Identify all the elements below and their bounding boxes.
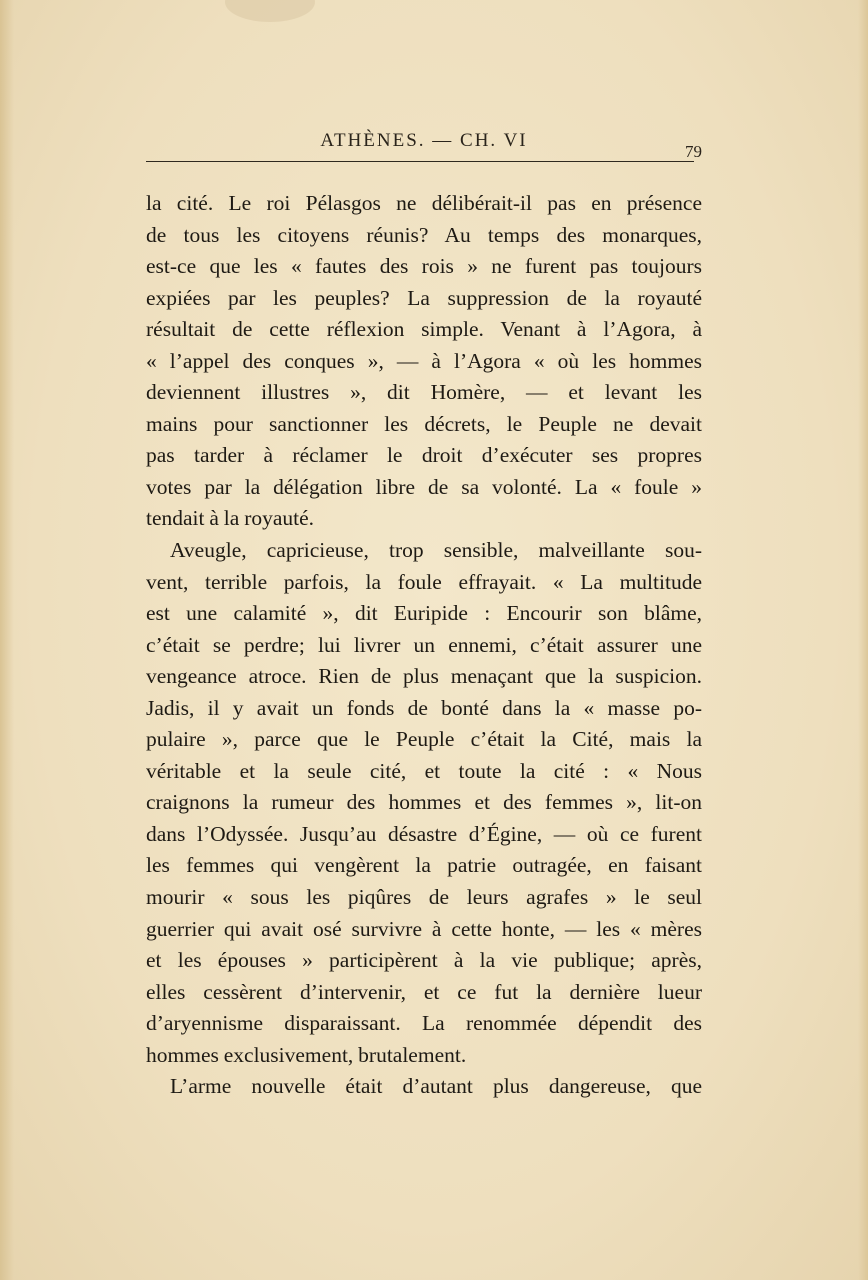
text-line: est-ce que les « fautes des rois » ne furent pas toujours (146, 254, 702, 279)
text-line: L’arme nouvelle était d’autant plus dangereuse, que (170, 1074, 702, 1099)
text-line: véritable et la seule cité, et toute la cité : « Nous (146, 758, 702, 783)
text-line: d’aryennisme disparaissant. La renommée dépendit des (146, 1011, 702, 1036)
paragraph (146, 188, 702, 535)
text-line: guerrier qui avait osé survivre à cette honte, — les « mères (146, 916, 702, 941)
paragraph (146, 535, 702, 1071)
text-line: mourir « sous les piqûres de leurs agrafes » le seul (146, 885, 702, 910)
text-line: « l’appel des conques », — à l’Agora « où les hommes (146, 348, 702, 373)
page-number: 79 (685, 142, 702, 161)
text-line: les femmes qui vengèrent la patrie outragée, en faisant (146, 853, 702, 878)
page-edge-shadow-right (858, 0, 868, 1280)
text-line: la cité. Le roi Pélasgos ne délibérait-il pas en présence (146, 191, 702, 215)
text-line: est une calamité », dit Euripide : Encourir son blâme, (146, 601, 702, 626)
text-line: vengeance atroce. Rien de plus menaçant que la suspicion. (146, 664, 702, 689)
page-edge-shadow-left (0, 0, 14, 1280)
text-line: hommes exclusivement, brutalement. (146, 1042, 467, 1067)
paper-stain (225, 0, 315, 22)
text-line: vent, terrible parfois, la foule effrayait. « La multitude (146, 569, 702, 594)
text-line: c’était se perdre; lui livrer un ennemi, c’était assurer une (146, 632, 702, 657)
text-line: résultait de cette réflexion simple. Venant à l’Agora, à (146, 317, 702, 342)
header-rule (146, 161, 694, 162)
text-line: votes par la délégation libre de sa volonté. La « foule » (146, 474, 702, 499)
text-line: expiées par les peuples? La suppression de la royauté (146, 285, 702, 310)
text-line: Aveugle, capricieuse, trop sensible, malveillante sou- (170, 538, 702, 563)
running-head-title: ATHÈNES. — CH. VI (320, 130, 528, 151)
text-line: de tous les citoyens réunis? Au temps des monarques, (146, 222, 702, 247)
running-head (146, 130, 702, 170)
paragraph (146, 1071, 702, 1103)
text-line: et les épouses » participèrent à la vie publique; après, (146, 948, 702, 973)
text-line: tendait à la royauté. (146, 506, 315, 531)
body-text (146, 188, 702, 1103)
text-line: Jadis, il y avait un fonds de bonté dans la « masse po- (146, 695, 702, 720)
text-line: elles cessèrent d’intervenir, et ce fut la dernière lueur (146, 979, 702, 1004)
text-line: pas tarder à réclamer le droit d’exécuter ses propres (146, 443, 702, 468)
text-line: deviennent illustres », dit Homère, — et levant les (146, 380, 702, 405)
text-line: craignons la rumeur des hommes et des femmes », lit-on (146, 790, 702, 815)
text-line: mains pour sanctionner les décrets, le Peuple ne devait (146, 411, 702, 436)
text-line: dans l’Odyssée. Jusqu’au désastre d’Égine, — où ce furent (146, 821, 702, 846)
text-line: pulaire », parce que le Peuple c’était la Cité, mais la (146, 727, 702, 752)
